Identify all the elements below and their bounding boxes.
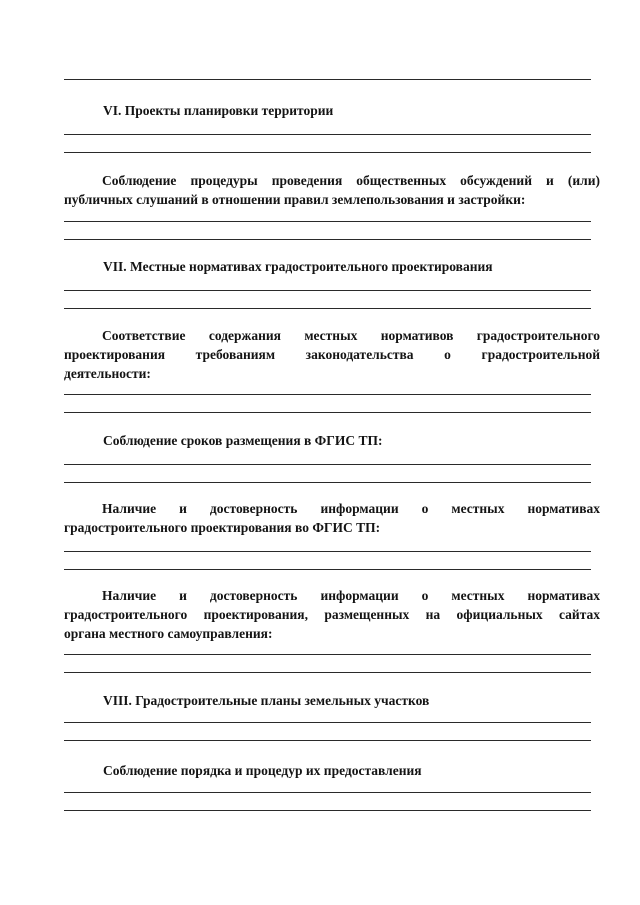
text-line: органа местного самоуправления: bbox=[64, 626, 273, 641]
answer-line bbox=[64, 239, 591, 240]
answer-line bbox=[64, 79, 591, 80]
answer-line bbox=[64, 134, 591, 135]
text-line: Соответствие содержания местных нормативов градостроительного bbox=[102, 328, 600, 343]
answer-line bbox=[64, 654, 591, 655]
answer-line bbox=[64, 551, 591, 552]
paragraph-fgis-info bbox=[64, 499, 600, 537]
answer-line bbox=[64, 464, 591, 465]
answer-line bbox=[64, 740, 591, 741]
section-heading-vi: VI. Проекты планировки территории bbox=[103, 103, 334, 118]
answer-line bbox=[64, 672, 591, 673]
answer-line bbox=[64, 810, 591, 811]
text-line: деятельности: bbox=[64, 366, 151, 381]
paragraph-fgis-deadlines: Соблюдение сроков размещения в ФГИС ТП: bbox=[103, 433, 383, 448]
answer-line bbox=[64, 308, 591, 309]
paragraph-public-hearings bbox=[64, 171, 600, 209]
text-line: Наличие и достоверность информации о местных нормативах bbox=[102, 588, 600, 603]
section-heading-viii: VIII. Градостроительные планы земельных участков bbox=[103, 693, 430, 708]
text-line: публичных слушаний в отношении правил землепользования и застройки: bbox=[64, 192, 526, 207]
text-line: градостроительного проектирования, размещенных на официальных сайтах bbox=[64, 607, 600, 622]
answer-line bbox=[64, 290, 591, 291]
answer-line bbox=[64, 722, 591, 723]
paragraph-gpzu-procedures: Соблюдение порядка и процедур их предоставления bbox=[103, 763, 422, 778]
section-heading-vii: VII. Местные нормативах градостроительного проектирования bbox=[103, 259, 493, 274]
text-line: Соблюдение процедуры проведения общественных обсуждений и (или) bbox=[102, 173, 600, 188]
answer-line bbox=[64, 394, 591, 395]
answer-line bbox=[64, 221, 591, 222]
answer-line bbox=[64, 412, 591, 413]
text-line: градостроительного проектирования во ФГИС ТП: bbox=[64, 520, 381, 535]
answer-line bbox=[64, 569, 591, 570]
answer-line bbox=[64, 792, 591, 793]
answer-line bbox=[64, 152, 591, 153]
paragraph-norms-compliance bbox=[64, 326, 600, 383]
text-line: проектирования требованиям законодательства о градостроительной bbox=[64, 347, 600, 362]
paragraph-website-info bbox=[64, 586, 600, 643]
text-line: Наличие и достоверность информации о местных нормативах bbox=[102, 501, 600, 516]
answer-line bbox=[64, 482, 591, 483]
